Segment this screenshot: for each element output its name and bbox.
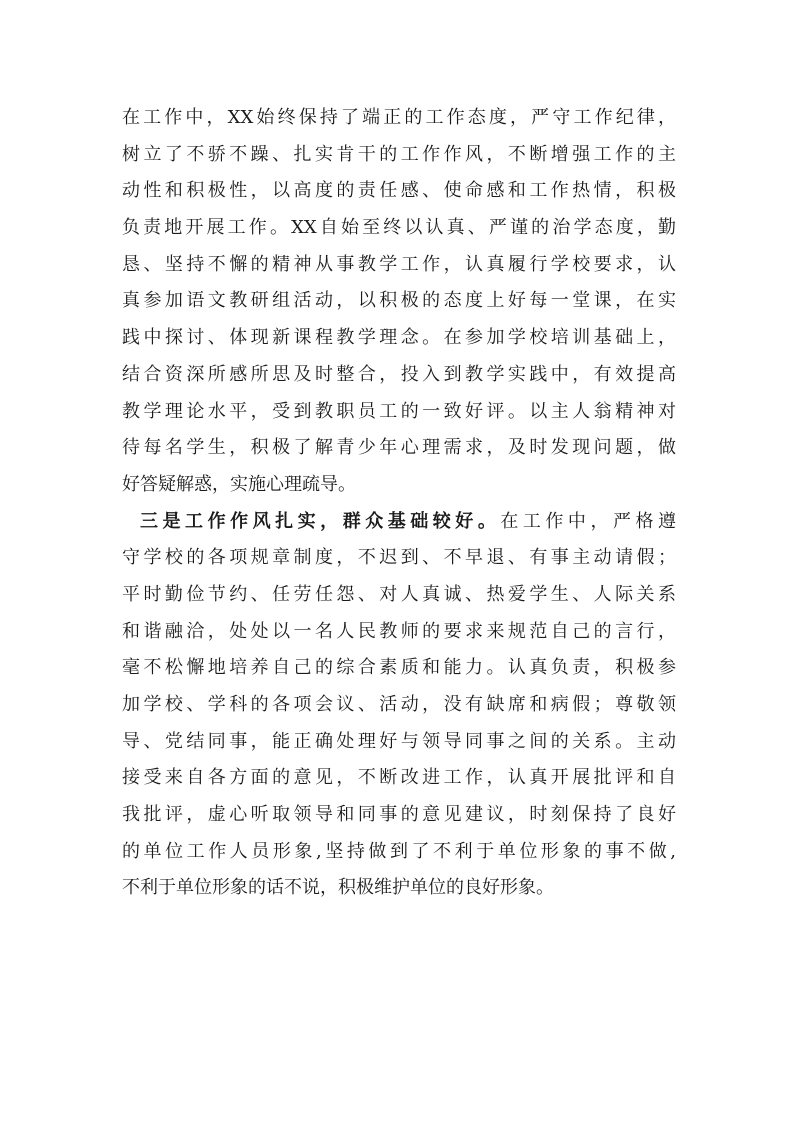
paragraph-2-line: 导、党结同事，能正确处理好与领导同事之间的关系。主动 xyxy=(122,730,676,752)
paragraph-1-line: 好答疑解惑，实施心理疏导。 xyxy=(122,473,356,495)
paragraph-2 xyxy=(122,504,676,908)
body-text xyxy=(122,100,676,907)
paragraph-1-line: 树立了不骄不躁、扎实肯干的工作作风，不断增强工作的主 xyxy=(122,143,676,165)
paragraph-1-line: 践中探讨、体现新课程教学理念。在参加学校培训基础上， xyxy=(122,327,676,349)
paragraph-1-line: 教学理论水平，受到教职员工的一致好评。以主人翁精神对 xyxy=(122,400,676,422)
paragraph-2-line: 加学校、学科的各项会议、活动，没有缺席和病假；尊敬领 xyxy=(122,694,676,715)
paragraph-2-first-line xyxy=(122,504,676,541)
paragraph-1-line: 待每名学生，积极了解青少年心理需求，及时发现问题，做 xyxy=(122,437,676,459)
paragraph-2-line: 我批评，虚心听取领导和同事的意见建议，时刻保持了良好 xyxy=(122,804,676,826)
paragraph-1-line: 动性和积极性，以高度的责任感、使命感和工作热情，积极 xyxy=(122,180,676,202)
paragraph-2-line: 接受来自各方面的意见，不断改进工作，认真开展批评和自 xyxy=(122,767,676,789)
paragraph-1-line: 真参加语文教研组活动，以积极的态度上好每一堂课，在实 xyxy=(122,290,676,312)
paragraph-1-line: 恳、坚持不懈的精神从事教学工作，认真履行学校要求，认 xyxy=(122,253,676,275)
paragraph-1 xyxy=(122,100,676,504)
paragraph-2-line: 毫不松懈地培养自己的综合素质和能力。认真负责，积极参 xyxy=(122,657,676,679)
section-heading: 三是工作作风扎实，群众基础较好。 xyxy=(140,510,501,532)
paragraph-1-line: 结合资深所感所思及时整合，投入到教学实践中，有效提高 xyxy=(122,363,676,385)
paragraph-2-line: 不利于单位形象的话不说，积极维护单位的良好形象。 xyxy=(122,877,554,899)
paragraph-1-line: 在工作中，XX始终保持了端正的工作态度，严守工作纪律， xyxy=(122,107,676,128)
paragraph-2-line: 的单位工作人员形象,坚持做到了不利于单位形象的事不做, xyxy=(122,840,676,862)
paragraph-2-line: 平时勤俭节约、任劳任怨、对人真诚、热爱学生、人际关系 xyxy=(122,583,676,605)
paragraph-2-line: 守学校的各项规章制度，不迟到、不早退、有事主动请假； xyxy=(122,547,676,569)
paragraph-1-line: 负责地开展工作。XX自始至终以认真、严谨的治学态度，勤 xyxy=(122,217,676,239)
paragraph-2-line: 和谐融洽，处处以一名人民教师的要求来规范自己的言行， xyxy=(122,620,676,642)
paragraph-2-first-line-text: 在工作中，严格遵 xyxy=(500,510,677,532)
